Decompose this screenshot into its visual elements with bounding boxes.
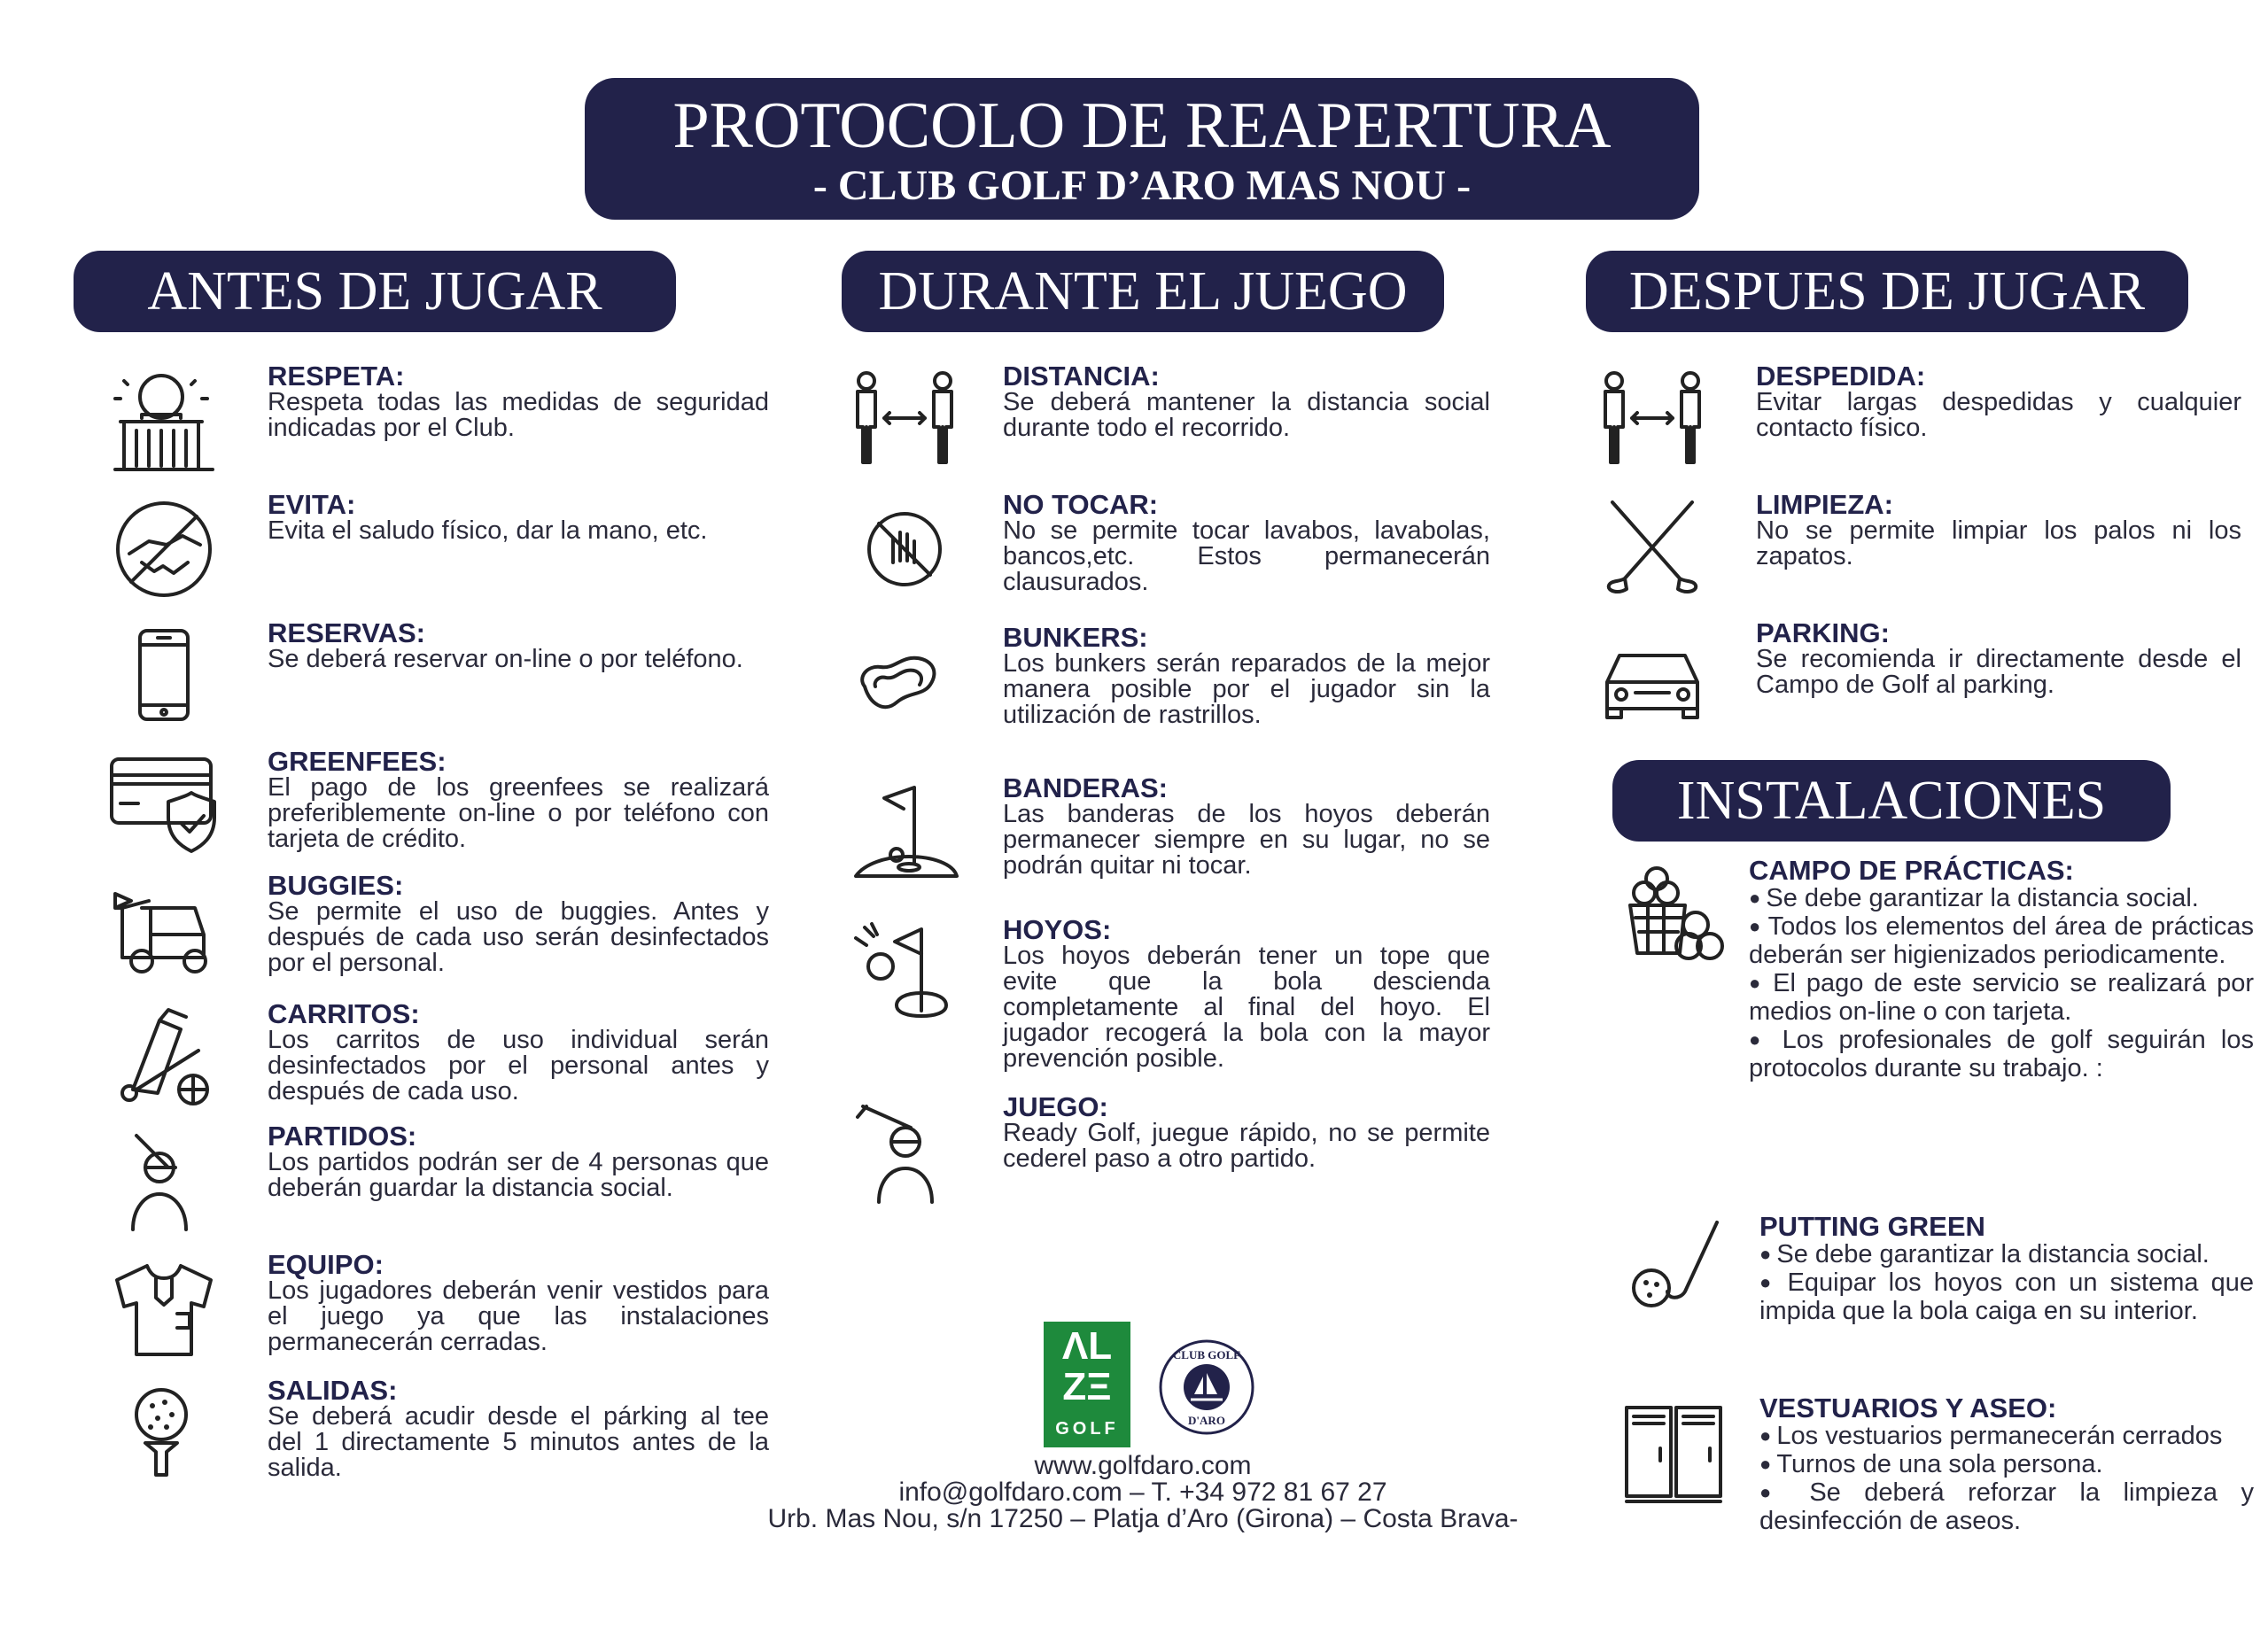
- polo-shirt-icon: [106, 1252, 221, 1367]
- item-title: SALIDAS:: [268, 1375, 398, 1406]
- item-text: Se deberá acudir desde el párking al tee del 1 directamente 5 minutos antes de la salida.: [268, 1402, 769, 1482]
- item-title: DESPEDIDA:: [1756, 361, 1926, 392]
- item-text: No se permite limpiar los palos ni los zapatos.: [1756, 516, 2241, 570]
- bunker-icon: [847, 624, 962, 740]
- bullet-item: ● Los profesionales de golf seguirán los protocolos durante su trabajo. :: [1749, 1026, 2254, 1082]
- footer-web-link[interactable]: www.golfdaro.com: [1034, 1451, 1252, 1480]
- club-logo-bottom-text: D'ARO: [1188, 1414, 1225, 1427]
- bullet-item: ● Se debe garantizar la distancia social.: [1749, 884, 2254, 912]
- item-text: Los hoyos deberán tener un tope que evite que la bola descienda completamente al final del hoyo. El jugador recogerá la bola con la mayor prevención posible.: [1003, 942, 1490, 1073]
- item-text: Se deberá reservar on-line o por teléfono.: [268, 645, 743, 673]
- item-text: Se deberá mantener la distancia social durante todo el recorrido.: [1003, 388, 1490, 442]
- item-title: DISTANCIA:: [1003, 361, 1160, 392]
- section-title-despues: DESPUES DE JUGAR: [1586, 251, 2188, 332]
- ball-tee-icon: [106, 1377, 221, 1493]
- no-handshake-icon: [106, 492, 221, 607]
- item-text: No se permite tocar lavabos, lavabolas, bancos,etc. Estos permanecerán clausurados.: [1003, 516, 1490, 596]
- item-title: GREENFEES:: [268, 746, 447, 777]
- item-text: Los partidos podrán ser de 4 personas que deberán guardar la distancia social.: [268, 1148, 769, 1202]
- section-title-antes: ANTES DE JUGAR: [74, 251, 676, 332]
- item-text: El pago de los greenfees se realizará preferiblemente on-line o por teléfono con tarjeta de crédito.: [268, 773, 769, 853]
- bullet-item: ● Turnos de una sola persona.: [1759, 1450, 2254, 1478]
- item-text: Evita el saludo físico, dar la mano, etc.: [268, 516, 708, 545]
- alze-logo-top: ΛL: [1061, 1324, 1113, 1368]
- item-title: EVITA:: [268, 489, 356, 520]
- section-title-instalaciones: INSTALACIONES: [1612, 760, 2171, 842]
- item-title: PARTIDOS:: [268, 1121, 417, 1152]
- flag-icon: [847, 775, 962, 890]
- main-title-banner: [585, 78, 1699, 220]
- section-title-durante: DURANTE EL JUEGO: [842, 251, 1444, 332]
- ball-basket-icon: [1618, 857, 1733, 973]
- item-title: BUNKERS:: [1003, 622, 1148, 653]
- item-title: CARRITOS:: [268, 998, 420, 1029]
- item-title: VESTUARIOS Y ASEO:: [1759, 1392, 2057, 1423]
- item-title: PARKING:: [1756, 617, 1890, 648]
- car-icon: [1595, 620, 1710, 735]
- alze-logo-mid: ZΞ: [1062, 1365, 1112, 1408]
- item-text: Los jugadores deberán venir vestidos para el juego ya que las instalaciones permanecerán cerradas.: [268, 1276, 769, 1356]
- item-text: Las banderas de los hoyos deberán permanecer siempre en su lugar, no se podrán quitar ni tocar.: [1003, 800, 1490, 880]
- credit-card-icon: [106, 749, 221, 864]
- item-text: Los bunkers serán reparados de la mejor manera posible por el jugador sin la utilización de rastrillos.: [1003, 649, 1490, 729]
- item-text: Se permite el uso de buggies. Antes y después de cada uso serán desinfectados por el personal.: [268, 897, 769, 977]
- bullet-item: ● Todos los elementos del área de prácticas deberán ser higienizados periodicamente.: [1749, 912, 2254, 969]
- distance-icon: [1595, 363, 1710, 478]
- trolley-icon: [106, 1001, 221, 1116]
- crossed-clubs-icon: [1595, 492, 1710, 607]
- item-title: PUTTING GREEN: [1759, 1211, 1985, 1242]
- item-text: Respeta todas las medidas de seguridad indicadas por el Club.: [268, 388, 769, 442]
- alze-logo-bottom: GOLF: [1055, 1419, 1119, 1439]
- item-title: JUEGO:: [1003, 1091, 1108, 1122]
- golfer-swing-icon: [847, 1094, 962, 1209]
- bullet-item: ● El pago de este servicio se realizará por medios on-line o con tarjeta.: [1749, 969, 2254, 1026]
- bullet-item: ● Equipar los hoyos con un sistema que impida que la bola caiga en su interior.: [1759, 1268, 2254, 1325]
- item-text: Los carritos de uso individual serán desinfectados por el personal antes y después de cada uso.: [268, 1026, 769, 1105]
- page-title: PROTOCOLO DE REAPERTURA: [672, 89, 1612, 162]
- item-title: EQUIPO:: [268, 1249, 384, 1280]
- clubhouse-icon: [106, 363, 221, 478]
- item-text: Ready Golf, juegue rápido, no se permite cederel paso a otro partido.: [1003, 1119, 1490, 1173]
- item-text: Evitar largas despedidas y cualquier contacto físico.: [1756, 388, 2241, 442]
- golfer-icon: [106, 1123, 221, 1238]
- item-title: RESPETA:: [268, 361, 405, 392]
- item-title: LIMPIEZA:: [1756, 489, 1893, 520]
- footer-contact: [709, 1453, 1577, 1532]
- lockers-icon: [1618, 1395, 1733, 1510]
- bullet-item: ● Los vestuarios permanecerán cerrados: [1759, 1422, 2254, 1450]
- item-title: RESERVAS:: [268, 617, 426, 648]
- footer-contact-line[interactable]: info@golfdaro.com – T. +34 972 81 67 27: [898, 1478, 1387, 1507]
- item-title: CAMPO DE PRÁCTICAS:: [1749, 855, 2074, 886]
- footer-address: Urb. Mas Nou, s/n 17250 – Platja d’Aro (Girona) – Costa Brava-: [767, 1504, 1518, 1533]
- putter-ball-icon: [1618, 1214, 1733, 1329]
- item-title: HOYOS:: [1003, 914, 1112, 945]
- no-touch-icon: [847, 492, 962, 607]
- item-title: BANDERAS:: [1003, 772, 1168, 803]
- club-golf-daro-logo: [1157, 1338, 1256, 1437]
- page-subtitle: - CLUB GOLF D’ARO MAS NOU -: [812, 162, 1472, 209]
- hole-ball-icon: [847, 917, 962, 1032]
- bullet-item: ● Se deberá reforzar la limpieza y desinfección de aseos.: [1759, 1478, 2254, 1535]
- phone-icon: [106, 620, 221, 735]
- distance-icon: [847, 363, 962, 478]
- item-title: BUGGIES:: [268, 870, 404, 901]
- bullet-item: ● Se debe garantizar la distancia social.: [1759, 1240, 2254, 1268]
- buggy-icon: [106, 873, 221, 988]
- item-text: Se recomienda ir directamente desde el Campo de Golf al parking.: [1756, 645, 2241, 699]
- alze-golf-logo: [1044, 1322, 1130, 1447]
- club-logo-ring-text: CLUB GOLF: [1172, 1348, 1241, 1361]
- item-title: NO TOCAR:: [1003, 489, 1159, 520]
